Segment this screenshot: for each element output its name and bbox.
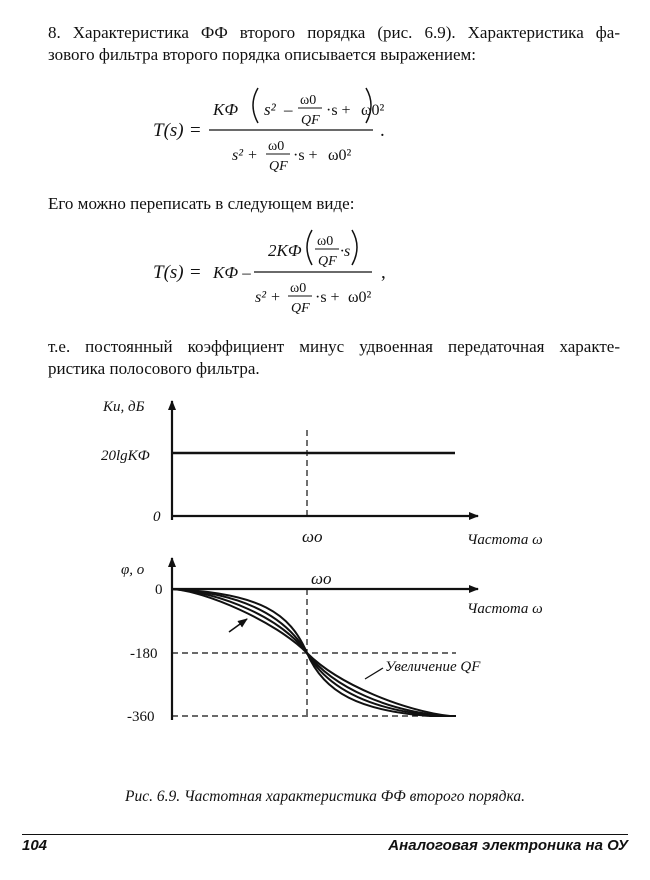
text-line: 8. Характеристика ФФ второго порядка (рис. 6.9). Характеристика фа- (48, 23, 620, 42)
q-factor: QF (318, 254, 337, 269)
dot-s-plus: ·s + (315, 289, 340, 306)
s-squared-plus: s² + (255, 289, 281, 306)
phase-tick-0: 0 (155, 582, 163, 598)
figure-caption: Рис. 6.9. Частотная характеристика ФФ второго порядка. (124, 788, 526, 805)
gain-level-label: 20lgKФ (101, 448, 150, 464)
gain-symbol: KФ (213, 100, 239, 119)
q-factor: QF (269, 159, 288, 174)
left-paren (307, 230, 312, 265)
phase-tick-minus180: -180 (130, 646, 158, 662)
formula-rewritten (0, 222, 650, 327)
formula-equals: = (190, 262, 201, 283)
omega-zero-squared: ω0² (361, 102, 385, 119)
omega-zero: ω0 (290, 281, 307, 296)
phase-plot (121, 558, 543, 725)
footer-rule (22, 834, 628, 835)
gain-y-label: Ku, дБ (103, 399, 145, 415)
gain-omega0-label: ωo (302, 527, 323, 546)
increase-q-arrow-left (229, 619, 247, 632)
text-line: Его можно переписать в следующем виде: (48, 194, 355, 213)
phase-y-label: φ, о (121, 562, 145, 578)
omega-zero: ω0 (300, 93, 317, 108)
s-squared: s² (264, 100, 276, 119)
page-number: 104 (22, 837, 48, 854)
phase-tick-minus360: -360 (127, 709, 155, 725)
book-title: Аналоговая электроника на ОУ (388, 837, 628, 854)
left-paren (253, 88, 258, 123)
omega-zero-squared: ω0² (328, 147, 352, 164)
paragraph-intro (48, 22, 620, 66)
dot-s-plus: ·s + (293, 147, 318, 164)
formula-period: . (380, 120, 385, 141)
q-factor: QF (301, 113, 320, 128)
q-factor: QF (291, 301, 310, 316)
s-squared-plus: s² + (232, 147, 258, 164)
right-paren (352, 230, 357, 265)
omega-zero-squared: ω0² (348, 289, 372, 306)
text-line: зового фильтра второго порядка описывается выражением: (48, 45, 477, 64)
gain-x-label: Частота ω (467, 532, 543, 548)
phase-omega0-label: ωo (311, 569, 332, 588)
increase-q-annotation: Увеличение QF (385, 659, 481, 675)
paragraph-explanation (48, 336, 620, 380)
increase-q-leader (365, 668, 383, 679)
text-line: ристика полосового фильтра. (48, 359, 260, 378)
paragraph-rewrite (48, 193, 620, 215)
formula-lhs: T(s) (153, 120, 184, 141)
dot-s-plus: ·s + (326, 102, 351, 119)
omega-zero: ω0 (317, 234, 334, 249)
omega-zero: ω0 (268, 139, 285, 154)
phase-x-label: Частота ω (467, 601, 543, 617)
gain-zero-label: 0 (153, 509, 161, 525)
two-gain: 2KФ (268, 241, 302, 260)
gain-plot (101, 399, 543, 548)
dot-s: ·s (340, 243, 351, 260)
formula-lhs: T(s) (153, 262, 184, 283)
formula-equals: = (190, 120, 201, 141)
formula-transfer-function (0, 78, 650, 188)
figure-6-9 (0, 385, 650, 785)
formula-comma: , (381, 262, 386, 283)
gain-minus: KФ – (213, 263, 251, 282)
minus-sign: – (284, 100, 293, 119)
text-line: т.е. постоянный коэффициент минус удвоенная передаточная характе- (48, 337, 620, 356)
